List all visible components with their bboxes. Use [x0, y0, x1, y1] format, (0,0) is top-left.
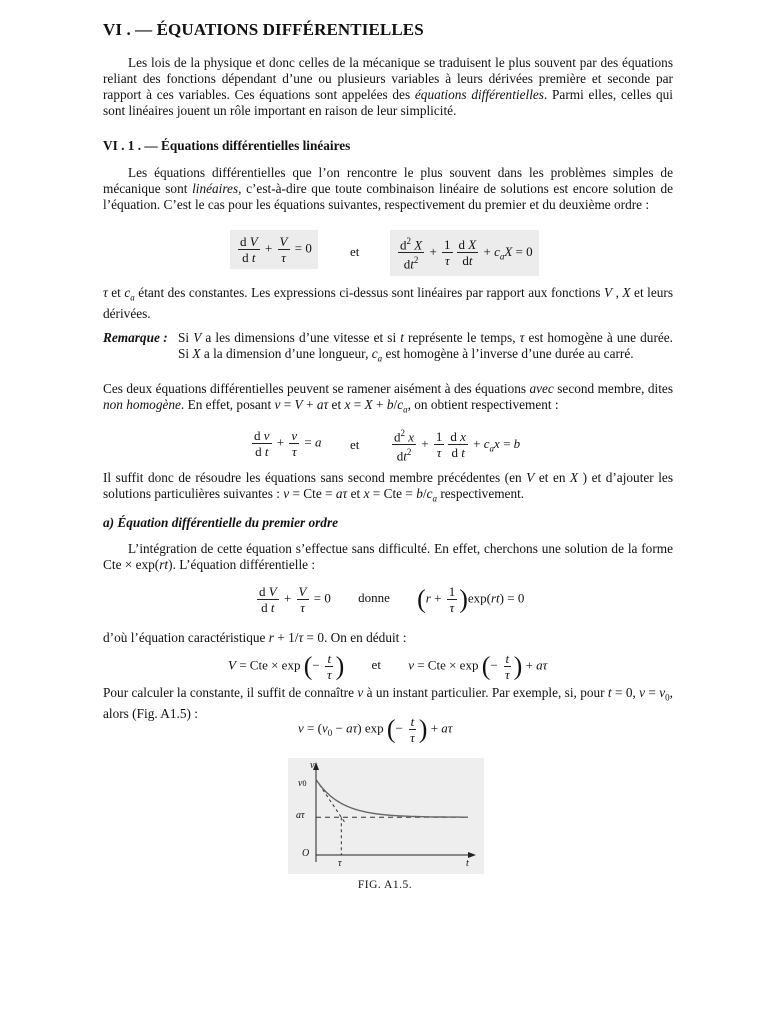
x-axis-label: t [466, 858, 469, 869]
particular-solutions-paragraph: Il suffit donc de résoudre les équations sans second membre précédentes (en V et en X ) et d’ajouter les solutions particulières suivantes : v = Cte = aτ et x = Cte = $b/c_a$ respectivement. [103, 470, 674, 504]
x-axis-arrow [468, 852, 476, 858]
subsection-title: VI . 1 . — Équations différentielles linéaires [103, 138, 351, 153]
equation-second-order-nonhomogeneous: $\frac{d^2 x}{dt^2}$ + $\frac{1}{\tau}$ $\frac{\text{d x}}{\text{d t}}$ + $c_ax = b$ [394, 428, 521, 464]
figure-caption: FIG. A1.5. [357, 879, 413, 891]
origin-label: O [302, 848, 310, 859]
section-title: VI . — ÉQUATIONS DIFFÉRENTIELLES [103, 20, 424, 39]
equation-particular-solution: $v = (v_0 - a\tau)$ exp (− $\frac{t}{\tau}$ ) + aτ [298, 714, 453, 745]
remark-text: Si V a les dimensions d’une vitesse et si t représente le temps, τ est homogène à une durée. Si X a la dimension d’une longueur, $c_a$ est homogène à l’inverse d’une durée au carré. [178, 330, 674, 364]
word-donne: donne [358, 590, 390, 606]
remark-block [103, 330, 673, 367]
y-tick-atau: aτ [296, 810, 305, 821]
emphasis: équations différentielles [414, 87, 544, 102]
linear-paragraph: Les équations différentielles que l’on rencontre le plus souvent dans les problèmes simples de mécanique sont linéaires, c’est-à-dire que toute combinaison linéaire de solutions est encore solution de l’équation. C’est le cas pour les équations suivantes, respectivement du premier et du deuxième ordre : [103, 165, 674, 212]
decay-curve [316, 780, 468, 818]
x-tick-tau: τ [338, 858, 342, 869]
intro-paragraph: Les lois de la physique et donc celles de la mécanique se traduisent le plus souvent par des équations reliant des fonctions dépendant d’une ou plusieurs variables à leurs dérivées première et seconde par rapport à ces variables. Ces équations sont appelées des équations différentielles. Parmi elles, celles qui sont linéaires jouent un rôle important en raison de leur simplicité. [103, 55, 673, 118]
equation-general-solutions: V = Cte × exp (− $\frac{t}{\tau}$ ) et v = Cte × exp (− $\frac{t}{\tau}$ ) + aτ [228, 651, 548, 682]
equation-characteristic-derivation: $\frac{\text{d V}}{\text{d t}}$ + $\frac{V}{\tau}$ = 0 donne (r + $\frac{1}{\tau}$ )exp(rt) = 0 [259, 584, 525, 615]
subsubsection-title: a) Équation différentielle du premier ordre [103, 515, 339, 530]
equation-first-order: $\frac{\text{d V}}{\text{d t}}$ + $\frac{V}{\tau}$ = 0 [230, 230, 318, 269]
y-axis-label: v [310, 760, 315, 771]
remark-label: Remarque : [103, 330, 168, 345]
y-tick-v0: v0 [298, 778, 307, 789]
constants-paragraph: τ et $c_a$ étant des constantes. Les expressions ci-dessus sont linéaires par rapport aux fonctions V , X et leurs dérivées. [103, 285, 674, 321]
equation-first-order-nonhomogeneous: $\frac{\text{d v}}{\text{d t}}$ + $\frac{v}{\tau}$ = a [254, 428, 322, 459]
initial-condition-paragraph: Pour calculer la constante, il suffit de connaître v à un instant particulier. Par exemple, si, pour t = 0, $v = v_0$, alors (Fig. A1.5) : [103, 685, 673, 721]
exponential-decay-chart [288, 758, 484, 874]
figure-a1-5 [288, 758, 484, 874]
word-et: et [350, 244, 360, 259]
nonhomogeneous-paragraph: Ces deux équations différentielles peuvent se ramener aisément à des équations avec second membre, dites non homogène. En effet, posant v = V + aτ et $x = X + b/c_a$, on obtient respectivement : [103, 381, 673, 415]
equation-second-order: $\frac{d^2 X}{dt^2}$ + $\frac{1}{\tau}$ $\frac{\text{d X}}{dt}$ + $c_aX = 0$ [390, 230, 539, 276]
word-et-2: et [350, 437, 360, 452]
characteristic-paragraph: d’où l’équation caractéristique r + 1/τ = 0. On en déduit : [103, 630, 407, 645]
integration-paragraph: L’intégration de cette équation s’effectue sans difficulté. En effet, cherchons une solution de la forme Cte × exp(rt). L’équation différentielle : [103, 541, 673, 572]
